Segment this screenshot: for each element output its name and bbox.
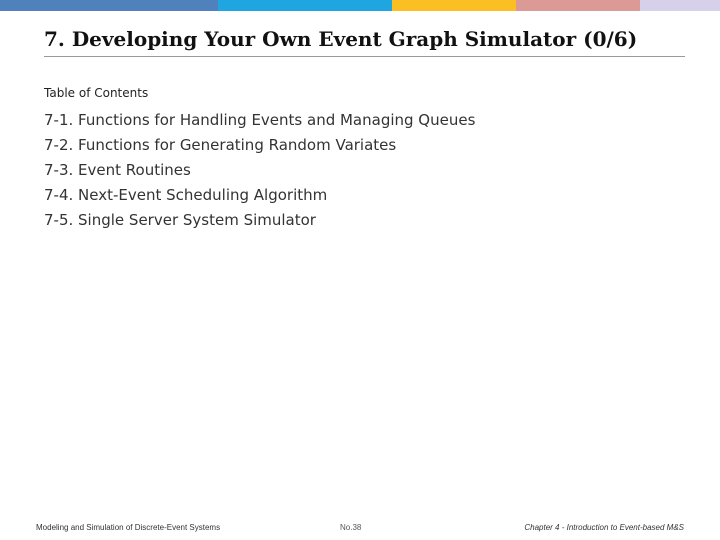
toc-item: 7-4. Next-Event Scheduling Algorithm — [44, 186, 328, 204]
top-color-bar — [0, 0, 720, 11]
toc-heading: Table of Contents — [44, 86, 149, 100]
toc-item: 7-5. Single Server System Simulator — [44, 211, 316, 229]
toc-list — [44, 108, 475, 233]
footer-page-number: No.38 — [340, 523, 362, 532]
slide-title: 7. Developing Your Own Event Graph Simulator (0/6) — [44, 27, 638, 51]
top-bar-segment-blue — [0, 0, 218, 11]
footer-course-title: Modeling and Simulation of Discrete-Event Systems — [36, 523, 221, 532]
top-bar-segment-cyan — [218, 0, 392, 11]
toc-item: 7-3. Event Routines — [44, 161, 191, 179]
title-divider — [44, 56, 685, 57]
top-bar-segment-lavender — [640, 0, 720, 11]
top-bar-segment-yellow — [392, 0, 516, 11]
toc-item: 7-1. Functions for Handling Events and Managing Queues — [44, 111, 476, 129]
top-bar-segment-rose — [516, 0, 640, 11]
footer-chapter-title: Chapter 4 - Introduction to Event-based M&S — [524, 523, 684, 532]
toc-item: 7-2. Functions for Generating Random Variates — [44, 136, 397, 154]
